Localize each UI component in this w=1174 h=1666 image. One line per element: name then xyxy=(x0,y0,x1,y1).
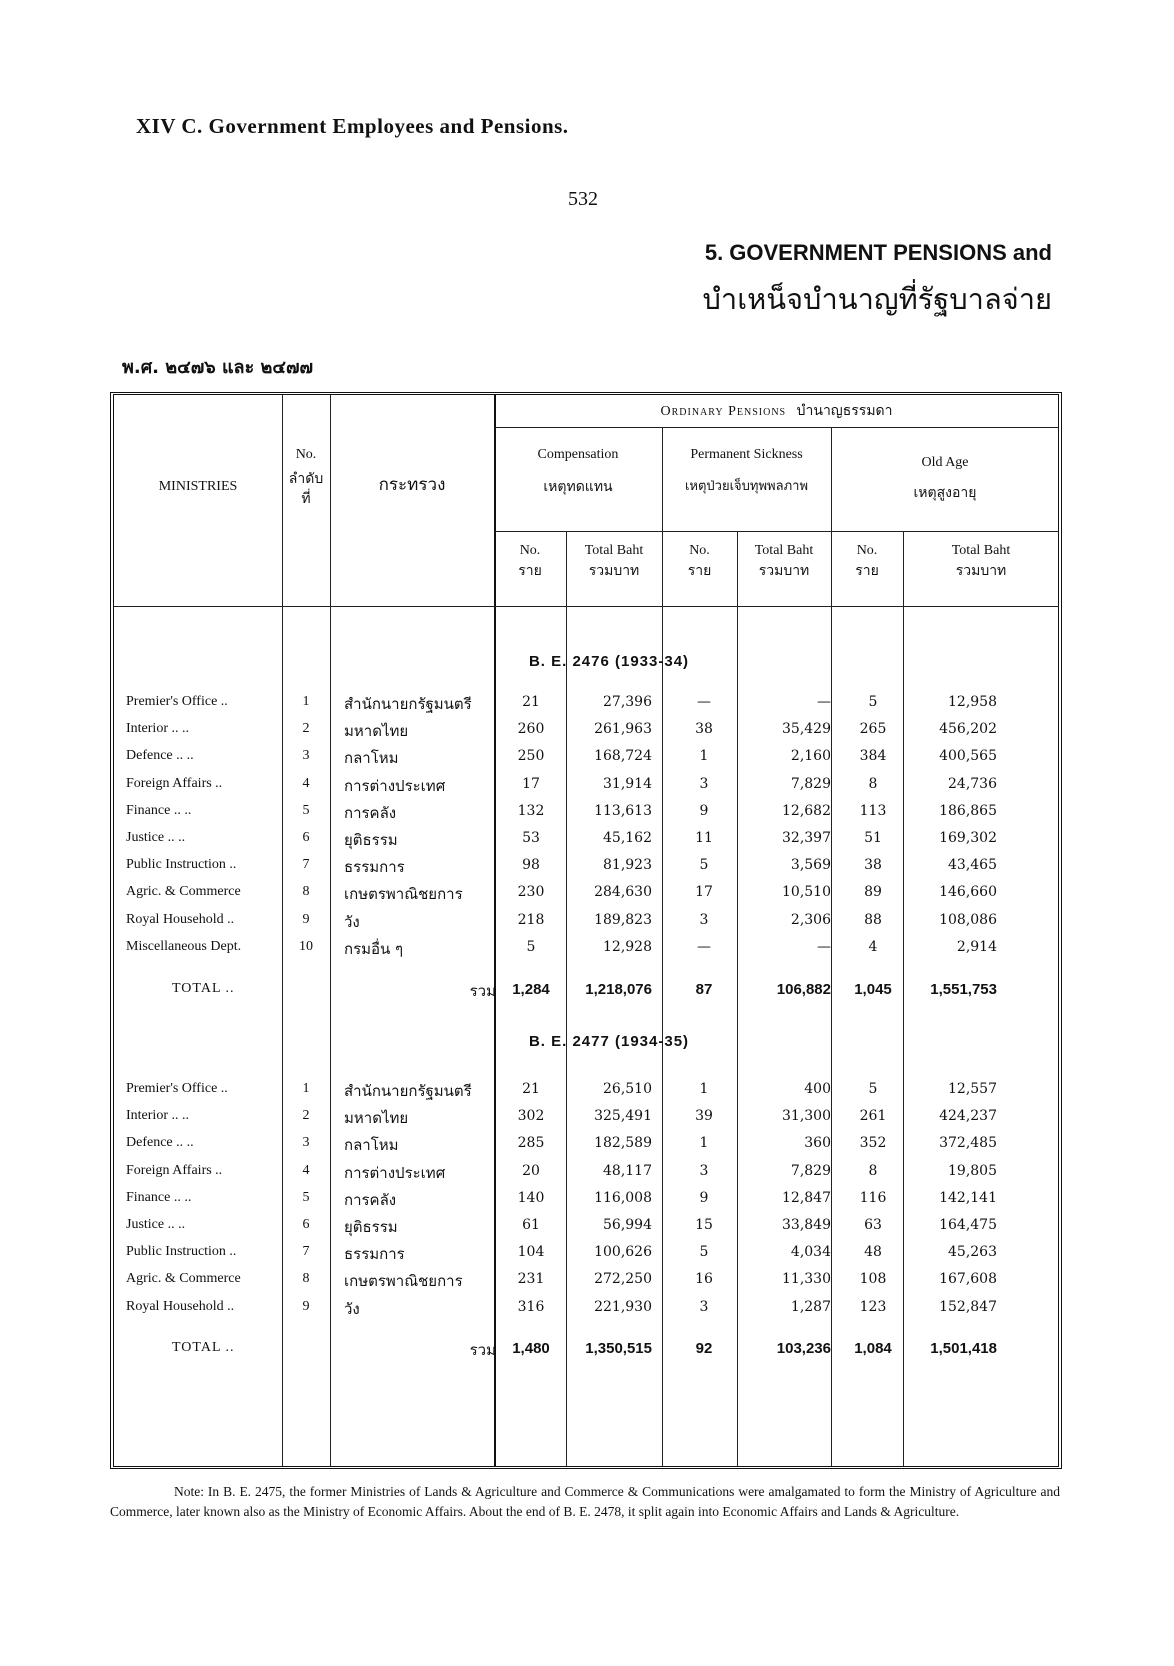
cell-v2: 12,847 xyxy=(782,1189,831,1206)
table-row xyxy=(114,744,1066,772)
sub-header-no-en: No. xyxy=(689,543,710,558)
cell-ministry: Justice .. .. xyxy=(126,1217,186,1232)
cell-n3: 261 xyxy=(859,1108,887,1125)
cell-n1: 218 xyxy=(517,911,545,928)
cell-n3: 8 xyxy=(868,1162,878,1179)
total-n1: 1,284 xyxy=(512,981,550,998)
cell-n3: 48 xyxy=(864,1244,882,1261)
ordinary-pensions-en: Ordinary Pensions xyxy=(660,404,787,419)
cell-v2: 12,682 xyxy=(782,802,831,819)
cell-n3: 113 xyxy=(859,802,887,819)
cell-n3: 116 xyxy=(859,1189,887,1206)
cell-n1: 17 xyxy=(522,775,540,792)
cell-v1: 189,823 xyxy=(594,911,652,928)
cell-th: การต่างประเทศ xyxy=(344,776,446,795)
cell-n1: 230 xyxy=(517,884,545,901)
cell-no: 3 xyxy=(302,1135,310,1151)
table-row xyxy=(114,1077,1066,1105)
cell-n1: 132 xyxy=(517,802,545,819)
table-row xyxy=(114,1104,1066,1132)
total-label: TOTAL .. xyxy=(172,1340,235,1355)
cell-n1: 53 xyxy=(522,830,540,846)
table-title-th: บำเหน็จบำนาญที่รัฐบาลจ่าย xyxy=(702,282,1052,316)
cell-v1: 31,914 xyxy=(603,775,652,792)
cell-ministry: Agric. & Commerce xyxy=(126,884,241,900)
cell-v1: 48,117 xyxy=(603,1162,652,1179)
cell-th: ยุติธรรม xyxy=(344,831,398,849)
cell-th: การต่างประเทศ xyxy=(344,1163,446,1182)
cell-n3: 265 xyxy=(859,721,887,738)
total-n3: 1,084 xyxy=(854,1340,892,1357)
cell-no: 9 xyxy=(302,911,310,927)
cell-th: กลาโหม xyxy=(344,749,399,768)
cell-th: การคลัง xyxy=(344,803,397,822)
table-row xyxy=(114,717,1066,745)
cell-n2: — xyxy=(697,938,711,955)
cell-v1: 27,396 xyxy=(603,694,652,710)
cell-no: 5 xyxy=(302,1189,310,1205)
cell-n3: 38 xyxy=(864,857,882,874)
table-row xyxy=(114,1213,1066,1241)
cell-v3: 12,958 xyxy=(948,694,997,710)
sub-header-total-th: รวมบาท xyxy=(588,563,640,579)
compensation-header-en: Compensation xyxy=(537,447,619,462)
cell-n1: 316 xyxy=(517,1298,545,1315)
table-row xyxy=(114,1186,1066,1214)
cell-v1: 26,510 xyxy=(603,1081,652,1097)
cell-v2: 7,829 xyxy=(790,775,831,792)
cell-n2: — xyxy=(697,694,711,710)
cell-n2: 5 xyxy=(699,857,709,874)
cell-ministry: Defence .. .. xyxy=(126,1135,194,1151)
cell-v3: 456,202 xyxy=(939,721,997,738)
table-row xyxy=(114,908,1066,936)
table-row xyxy=(114,1267,1066,1295)
cell-n1: 104 xyxy=(517,1244,545,1261)
cell-ministry: Public Instruction .. xyxy=(126,1244,237,1260)
cell-n3: 5 xyxy=(868,694,878,710)
cell-th: ยุติธรรม xyxy=(344,1218,398,1236)
sub-header-no-th: ราย xyxy=(855,563,879,579)
cell-n2: 17 xyxy=(695,884,713,901)
cell-n1: 20 xyxy=(522,1162,540,1179)
cell-n1: 98 xyxy=(522,857,540,874)
cell-v2: 31,300 xyxy=(782,1108,831,1125)
cell-v3: 108,086 xyxy=(939,911,997,928)
sub-header-total-th: รวมบาท xyxy=(955,563,1007,579)
cell-n3: 352 xyxy=(859,1135,887,1152)
cell-th: เกษตรพาณิชยการ xyxy=(344,885,463,904)
cell-n3: 123 xyxy=(859,1298,887,1315)
table-row xyxy=(114,853,1066,881)
sub-header-no xyxy=(494,541,566,581)
cell-v1: 12,928 xyxy=(603,938,652,955)
cell-no: 3 xyxy=(302,748,310,764)
total-n2: 87 xyxy=(695,981,713,998)
cell-ministry: Royal Household .. xyxy=(126,911,235,927)
cell-n2: 3 xyxy=(699,1298,709,1315)
sub-header-total xyxy=(903,541,1059,581)
cell-v1: 45,162 xyxy=(603,830,652,846)
cell-ministry: Justice .. .. xyxy=(126,830,186,845)
cell-ministry: Foreign Affairs .. xyxy=(126,1162,223,1178)
table-row xyxy=(114,1131,1066,1159)
table-row xyxy=(114,690,1066,718)
cell-th: กรมอื่น ๆ xyxy=(344,939,404,958)
page-number: 532 xyxy=(568,188,598,210)
cell-ministry: Finance .. .. xyxy=(126,1189,192,1205)
old-age-header-en: Old Age xyxy=(921,455,969,470)
year-label: พ.ศ. ๒๔๗๖ และ ๒๔๗๗ xyxy=(122,357,314,378)
cell-no: 4 xyxy=(302,1162,310,1178)
total-v1: 1,218,076 xyxy=(585,981,652,998)
cell-ministry: Defence .. .. xyxy=(126,748,194,764)
cell-v3: 167,608 xyxy=(939,1271,997,1288)
sub-header-total-en: Total Baht xyxy=(584,543,644,558)
ordinary-pensions-header xyxy=(494,401,1059,422)
cell-n2: 3 xyxy=(699,1162,709,1179)
cell-no: 1 xyxy=(302,1081,310,1096)
cell-v1: 261,963 xyxy=(594,721,652,738)
cell-n2: 1 xyxy=(699,1081,709,1097)
cell-th: มหาดไทย xyxy=(344,722,409,741)
cell-n1: 260 xyxy=(517,721,545,738)
total-v3: 1,551,753 xyxy=(930,981,997,998)
cell-n3: 5 xyxy=(868,1081,878,1097)
cell-v3: 164,475 xyxy=(939,1217,997,1233)
no-header-th: ลำดับ xyxy=(288,471,324,487)
cell-v1: 272,250 xyxy=(594,1271,652,1288)
cell-n2: 9 xyxy=(699,1189,709,1206)
sickness-header-th: เหตุป่วยเจ็บทุพพลภาพ xyxy=(684,479,809,494)
cell-v1: 325,491 xyxy=(594,1108,652,1125)
cell-no: 2 xyxy=(302,1108,310,1124)
cell-v1: 113,613 xyxy=(594,802,652,819)
cell-th: ธรรมการ xyxy=(344,1245,405,1264)
no-header-th2: ที่ xyxy=(301,491,311,507)
cell-n3: 89 xyxy=(864,884,882,901)
cell-v3: 424,237 xyxy=(939,1108,997,1125)
cell-v2: 3,569 xyxy=(790,857,831,874)
total-v2: 106,882 xyxy=(776,981,831,998)
cell-v2: 400 xyxy=(804,1081,831,1097)
cell-ministry: Miscellaneous Dept. xyxy=(126,938,242,954)
cell-v3: 169,302 xyxy=(939,830,997,846)
cell-n3: 8 xyxy=(868,775,878,792)
cell-v2: 10,510 xyxy=(782,884,831,901)
cell-th: วัง xyxy=(344,912,360,931)
cell-v2: 33,849 xyxy=(782,1217,831,1233)
cell-v3: 142,141 xyxy=(939,1189,997,1206)
ministries-header: MINISTRIES xyxy=(158,479,238,494)
cell-n1: 302 xyxy=(517,1108,545,1125)
cell-th: สำนักนายกรัฐมนตรี xyxy=(344,1082,472,1100)
cell-v3: 152,847 xyxy=(939,1298,997,1315)
cell-no: 5 xyxy=(302,802,310,818)
cell-ministry: Royal Household .. xyxy=(126,1298,235,1314)
header-bottom-rule xyxy=(114,606,1059,607)
cell-th: การคลัง xyxy=(344,1190,397,1209)
old-age-header-th: เหตุสูงอายุ xyxy=(913,485,977,501)
cell-v1: 182,589 xyxy=(594,1135,652,1152)
cell-ministry: Premier's Office .. xyxy=(126,1081,228,1096)
sub-header-no-en: No. xyxy=(856,543,878,558)
total-row xyxy=(114,1336,1066,1364)
cell-no: 6 xyxy=(302,1217,310,1232)
cell-n1: 250 xyxy=(517,748,545,765)
cell-ministry: Interior .. .. xyxy=(126,721,189,737)
cell-n1: 21 xyxy=(522,694,540,710)
table-row xyxy=(114,826,1066,854)
cell-th: เกษตรพาณิชยการ xyxy=(344,1272,463,1291)
total-n2: 92 xyxy=(695,1340,713,1357)
cell-v3: 12,557 xyxy=(948,1081,997,1097)
sub-header-total-en: Total Baht xyxy=(754,543,814,558)
cell-v2: 360 xyxy=(804,1135,831,1152)
cell-n2: 39 xyxy=(695,1108,713,1125)
pensions-table xyxy=(110,392,1062,1469)
cell-th: มหาดไทย xyxy=(344,1109,409,1128)
total-n3: 1,045 xyxy=(854,981,892,998)
cell-n2: 3 xyxy=(699,775,709,792)
cell-v2: 1,287 xyxy=(790,1298,831,1315)
sub-header-total xyxy=(566,541,662,581)
table-row xyxy=(114,880,1066,908)
cell-v3: 186,865 xyxy=(939,802,997,819)
cell-th: วัง xyxy=(344,1299,360,1318)
compensation-header-th: เหตุทดแทน xyxy=(543,479,613,495)
table-row xyxy=(114,1240,1066,1268)
cell-v2: 32,397 xyxy=(782,830,831,846)
total-v3: 1,501,418 xyxy=(930,1340,997,1357)
header-divider xyxy=(494,427,1059,428)
section-title: XIV C. Government Employees and Pensions. xyxy=(136,114,569,138)
cell-no: 7 xyxy=(302,1244,310,1260)
cell-th: ธรรมการ xyxy=(344,858,405,877)
cell-n1: 285 xyxy=(517,1135,545,1152)
cell-v3: 45,263 xyxy=(948,1244,997,1261)
cell-v3: 19,805 xyxy=(948,1162,997,1179)
cell-n2: 38 xyxy=(695,721,713,738)
cell-n3: 108 xyxy=(859,1271,887,1288)
cell-n2: 5 xyxy=(699,1244,709,1261)
cell-no: 9 xyxy=(302,1298,310,1314)
cell-v2: 2,306 xyxy=(790,911,831,928)
cell-v3: 372,485 xyxy=(939,1135,997,1152)
cell-v3: 2,914 xyxy=(956,938,997,955)
table-row xyxy=(114,1159,1066,1187)
cell-v1: 56,994 xyxy=(603,1217,652,1233)
cell-v2: 7,829 xyxy=(790,1162,831,1179)
table-row xyxy=(114,772,1066,800)
cell-v2: — xyxy=(817,694,831,710)
cell-v1: 100,626 xyxy=(594,1244,652,1261)
cell-n2: 11 xyxy=(695,830,713,846)
cell-ministry: Foreign Affairs .. xyxy=(126,775,223,791)
cell-v2: — xyxy=(817,938,831,955)
table-title-en: 5. GOVERNMENT PENSIONS and xyxy=(704,240,1052,265)
cell-v3: 24,736 xyxy=(948,775,997,792)
no-header-en: No. xyxy=(295,447,317,462)
cell-n1: 61 xyxy=(522,1217,540,1233)
ordinary-pensions-th: บำนาญธรรมดา xyxy=(796,403,893,419)
cell-v2: 2,160 xyxy=(790,748,831,765)
cell-n2: 1 xyxy=(699,748,709,765)
cell-no: 2 xyxy=(302,721,310,737)
cell-n2: 9 xyxy=(699,802,709,819)
total-v1: 1,350,515 xyxy=(585,1340,652,1357)
table-row xyxy=(114,1295,1066,1323)
cell-v2: 11,330 xyxy=(782,1271,831,1288)
table-row xyxy=(114,935,1066,963)
cell-n2: 1 xyxy=(699,1135,709,1152)
cell-v1: 221,930 xyxy=(594,1298,652,1315)
cell-n2: 16 xyxy=(695,1271,713,1288)
cell-ministry: Finance .. .. xyxy=(126,802,192,818)
sub-header-no-th: ราย xyxy=(687,563,712,579)
total-n1: 1,480 xyxy=(512,1340,550,1357)
cell-no: 8 xyxy=(302,1271,310,1287)
cell-n1: 231 xyxy=(517,1271,545,1288)
cell-v2: 4,034 xyxy=(790,1244,831,1261)
total-label: TOTAL .. xyxy=(172,981,235,996)
sub-header-no-th: ราย xyxy=(518,563,542,579)
sub-header-total-th: รวมบาท xyxy=(758,563,810,579)
sub-header-total-en: Total Baht xyxy=(951,543,1011,558)
cell-n1: 140 xyxy=(517,1189,545,1206)
cell-n2: 15 xyxy=(695,1217,713,1233)
cell-th: สำนักนายกรัฐมนตรี xyxy=(344,695,472,713)
cell-n2: 3 xyxy=(699,911,709,928)
cell-n1: 5 xyxy=(526,938,536,955)
cell-v1: 284,630 xyxy=(594,884,652,901)
period-label-2476: B. E. 2476 (1933-34) xyxy=(528,653,690,670)
cell-n3: 4 xyxy=(868,938,878,955)
cell-v2: 35,429 xyxy=(782,721,831,738)
cell-ministry: Premier's Office .. xyxy=(126,694,228,709)
sub-header-no xyxy=(662,541,737,581)
cell-no: 6 xyxy=(302,830,310,845)
sub-header-no-en: No. xyxy=(519,543,541,558)
total-row xyxy=(114,977,1066,1005)
cell-no: 8 xyxy=(302,884,310,900)
cell-v1: 168,724 xyxy=(594,748,652,765)
cell-no: 10 xyxy=(299,938,313,954)
period-label-2477: B. E. 2477 (1934-35) xyxy=(528,1033,690,1050)
footnote: Note: In B. E. 2475, the former Ministries of Lands & Agriculture and Commerce & Communications were amalgamated to form the Ministry of Agriculture and Commerce, later known also as the Ministry of Economic Affairs. About the end of B. E. 2478, it split again into Economic Affairs and Lands & Agriculture. xyxy=(110,1484,1060,1519)
sub-header-total xyxy=(737,541,831,581)
cell-th: กลาโหม xyxy=(344,1136,399,1155)
sub-header-no xyxy=(831,541,903,581)
cell-no: 1 xyxy=(302,694,310,709)
cell-v3: 146,660 xyxy=(939,884,997,901)
cell-ministry: Public Instruction .. xyxy=(126,857,237,873)
cell-v1: 116,008 xyxy=(594,1189,652,1206)
cell-no: 7 xyxy=(302,857,310,873)
cell-n1: 21 xyxy=(522,1081,540,1097)
cell-ministry: Interior .. .. xyxy=(126,1108,189,1124)
cell-ministry: Agric. & Commerce xyxy=(126,1271,241,1287)
table-row xyxy=(114,799,1066,827)
cell-n3: 88 xyxy=(864,911,882,928)
cell-n3: 51 xyxy=(864,830,882,846)
sickness-header-en: Permanent Sickness xyxy=(690,447,803,462)
cell-no: 4 xyxy=(302,775,310,791)
ministry-th-header: กระทรวง xyxy=(378,475,446,495)
header-divider xyxy=(494,531,1059,532)
cell-n3: 384 xyxy=(859,748,887,765)
cell-n3: 63 xyxy=(864,1217,882,1233)
total-th: รวม xyxy=(469,1341,496,1359)
cell-v3: 43,465 xyxy=(948,857,997,874)
cell-v1: 81,923 xyxy=(603,857,652,874)
total-v2: 103,236 xyxy=(776,1340,831,1357)
total-th: รวม xyxy=(469,982,496,1000)
cell-v3: 400,565 xyxy=(939,748,997,765)
